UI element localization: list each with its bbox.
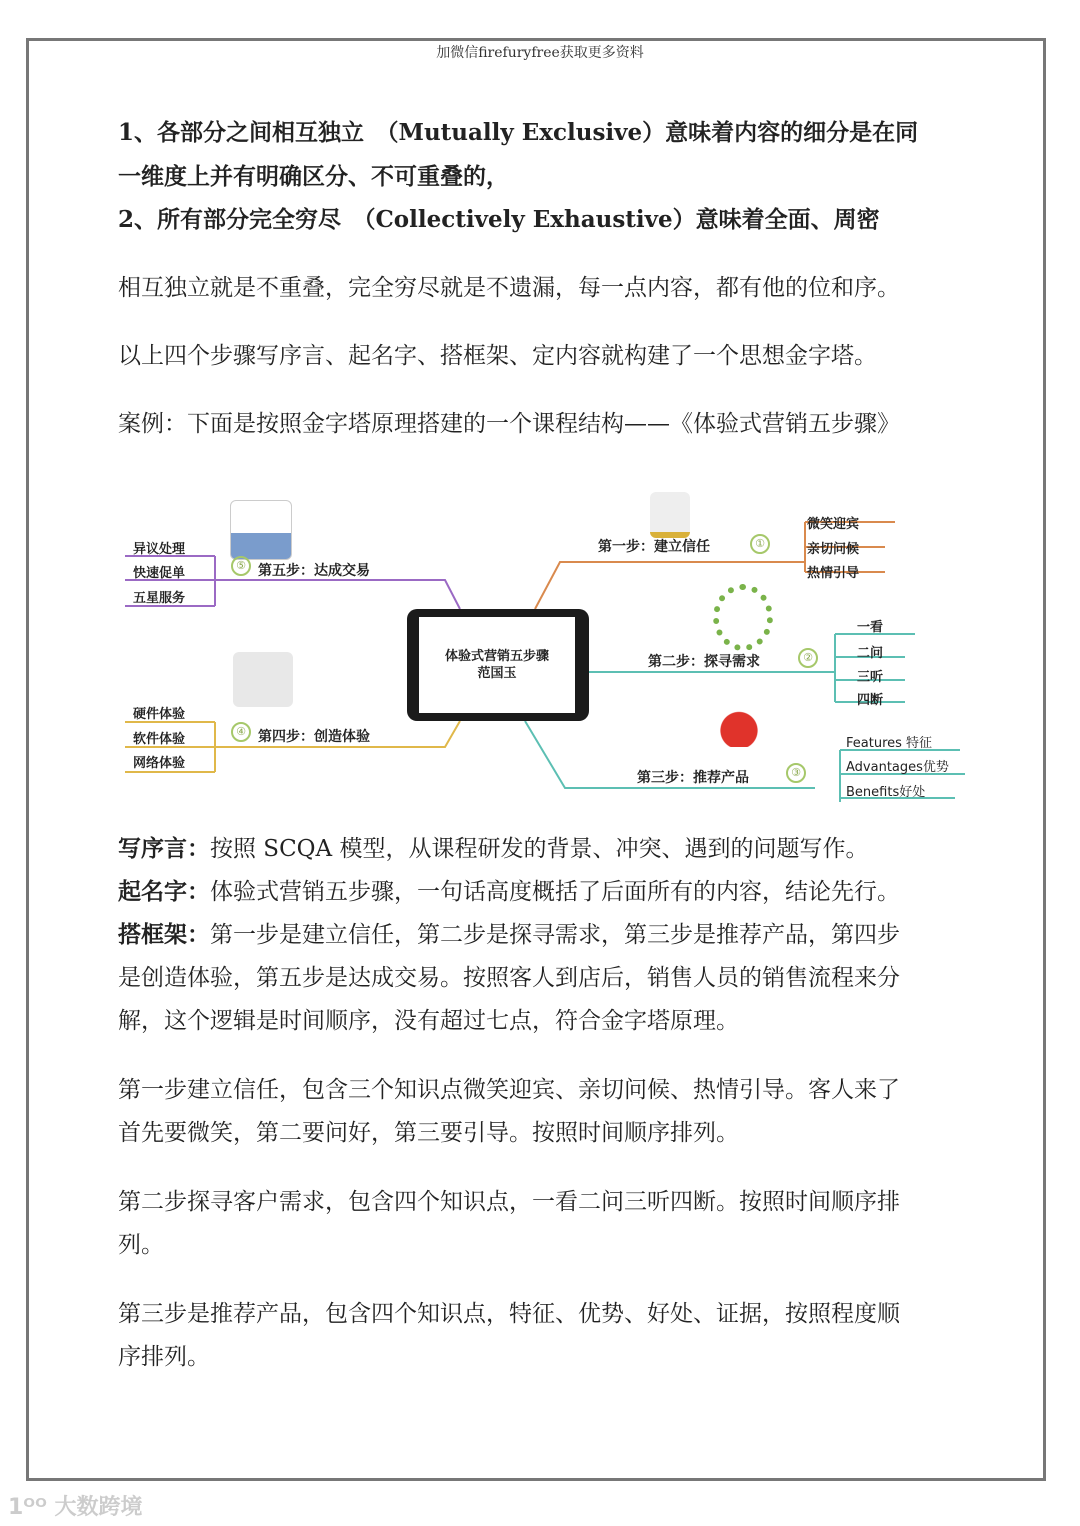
center-title: 体验式营销五步骤 — [444, 649, 549, 664]
step1-item: 微笑迎宾 — [807, 517, 860, 532]
paragraph — [118, 827, 978, 871]
step5-number: ⑤ — [231, 556, 251, 576]
laptop-illustration — [233, 652, 293, 707]
step2-label: 第二步：探寻需求 — [648, 654, 760, 670]
step4-label: 第四步：创造体验 — [258, 729, 370, 745]
center-author: 范国玉 — [477, 666, 517, 681]
step4-item: 软件体验 — [133, 732, 186, 747]
step3-label: 第三步：推荐产品 — [637, 770, 749, 786]
term-desc: 按照 SCQA 模型，从课程研发的背景、冲突、遇到的问题写作。 — [210, 836, 869, 862]
step4-item: 网络体验 — [133, 756, 186, 771]
step1-number: ① — [750, 534, 770, 554]
team-illustration — [713, 584, 773, 651]
mind-map — [115, 492, 975, 807]
step3-item: Advantages优势 — [846, 760, 949, 775]
step5-item: 五星服务 — [133, 591, 186, 606]
step4-number: ④ — [231, 722, 251, 742]
paragraph: 第二步探寻客户需求，包含四个知识点，一看二问三听四断。按照时间顺序排 — [118, 1189, 900, 1215]
step2-item: 三听 — [857, 670, 884, 685]
point-2: 2、所有部分完全穷尽 （Collectively Exhaustive）意味着全面、周密 — [118, 206, 880, 233]
paragraph: 第一步建立信任，包含三个知识点微笑迎宾、亲切问候、热情引导。客人来了 — [118, 1077, 900, 1103]
watermark-logo: 1ᴼᴼ 大数跨境 — [8, 1495, 143, 1520]
step2-item: 四断 — [857, 693, 884, 708]
step2-item: 二问 — [857, 646, 884, 661]
meeting-illustration — [230, 500, 292, 560]
term: 搭框架： — [118, 921, 210, 948]
step1-item: 热情引导 — [807, 566, 860, 581]
paragraph: 第三步是推荐产品，包含四个知识点，特征、优势、好处、证据，按照程度顺 — [118, 1301, 900, 1327]
paragraph: 是创造体验，第五步是达成交易。按照客人到店后，销售人员的销售流程来分 — [118, 965, 900, 991]
paragraph: 列。 — [118, 1232, 164, 1258]
paragraph: 解，这个逻辑是时间顺序，没有超过七点，符合金字塔原理。 — [118, 1008, 739, 1034]
term: 写序言： — [118, 835, 210, 862]
step3-item: Benefits好处 — [846, 785, 926, 800]
watermark-text: 大数跨境 — [54, 1495, 143, 1520]
presentation-illustration — [715, 692, 763, 747]
term-desc: 体验式营销五步骤，一句话高度概括了后面所有的内容，结论先行。 — [210, 879, 900, 905]
center-node — [407, 609, 589, 721]
paragraph: 相互独立就是不重叠，完全穷尽就是不遗漏，每一点内容，都有他的位和序。 — [118, 275, 900, 301]
paragraph: 案例：下面是按照金字塔原理搭建的一个课程结构——《体验式营销五步骤》 — [118, 411, 900, 437]
step4-item: 硬件体验 — [133, 707, 186, 722]
step3-item: Features 特征 — [846, 736, 933, 751]
paragraph: 以上四个步骤写序言、起名字、搭框架、定内容就构建了一个思想金字塔。 — [118, 343, 877, 369]
page-header: 加微信firefuryfree获取更多资料 — [436, 45, 644, 61]
step2-item: 一看 — [857, 620, 884, 635]
paragraph: 首先要微笑，第二要问好，第三要引导。按照时间顺序排列。 — [118, 1120, 739, 1146]
step1-label: 第一步：建立信任 — [598, 539, 710, 555]
step5-item: 快速促单 — [133, 566, 186, 581]
step5-label: 第五步：达成交易 — [258, 563, 370, 579]
point-1: 1、各部分之间相互独立 （Mutually Exclusive）意味着内容的细分是在同 — [118, 119, 919, 146]
paragraph: 序排列。 — [118, 1344, 210, 1370]
paragraph — [118, 870, 978, 914]
handshake-illustration — [650, 492, 690, 538]
step2-number: ② — [798, 648, 818, 668]
point-1-cont: 一维度上并有明确区分、不可重叠的， — [118, 163, 509, 190]
term-desc: 第一步是建立信任，第二步是探寻需求，第三步是推荐产品，第四步 — [210, 922, 900, 948]
step3-number: ③ — [786, 763, 806, 783]
step5-item: 异议处理 — [133, 542, 186, 557]
term: 起名字： — [118, 878, 210, 905]
step1-item: 亲切问候 — [807, 542, 860, 557]
paragraph — [118, 913, 978, 957]
